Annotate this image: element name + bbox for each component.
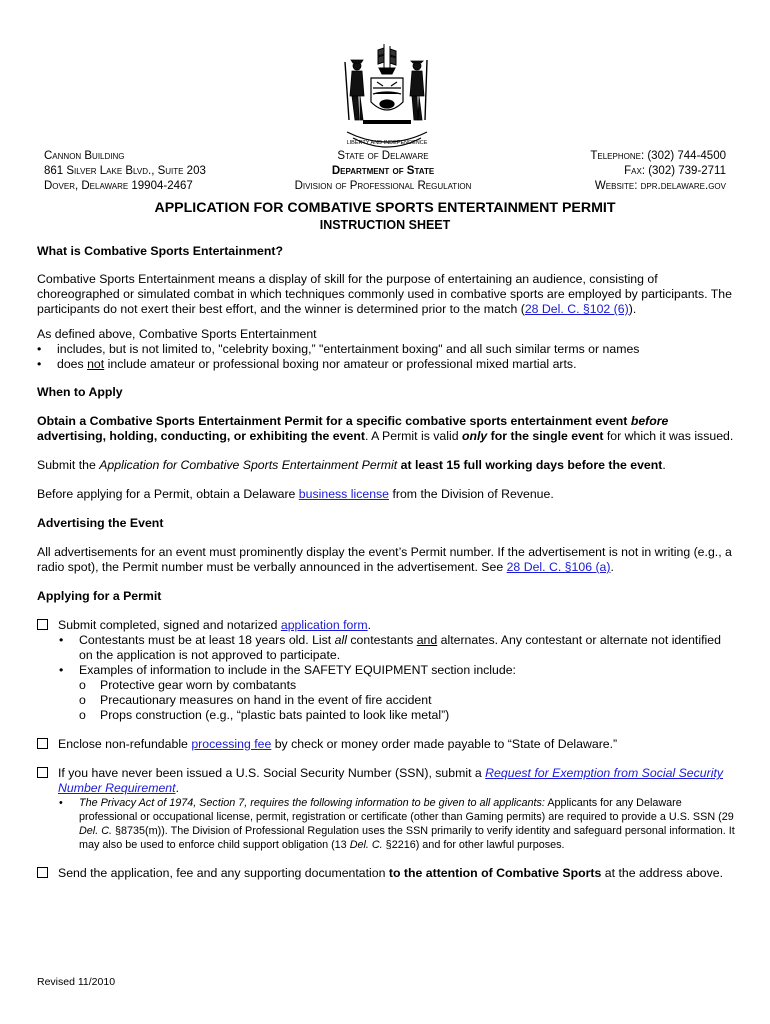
list-item-text: Props construction (e.g., “plastic bats painted to look like metal”) xyxy=(100,708,450,722)
list-item-text: Protective gear worn by combatants xyxy=(100,678,297,692)
when-bold-single: for the single event xyxy=(487,429,604,443)
seal-motto: LIBERTY AND INDEPENDENCE xyxy=(346,140,428,146)
checklist-text: Submit completed, signed and notarized xyxy=(58,618,281,632)
page-title: APPLICATION FOR COMBATIVE SPORTS ENTERTAINMENT PERMIT xyxy=(154,200,616,216)
checklist-text: Send the application, fee and any supporting documentation xyxy=(58,866,389,880)
circle-bullet-icon: o xyxy=(79,708,86,722)
emphasis-and: and xyxy=(416,633,438,647)
list-item-text: Examples of information to include in the SAFETY EQUIPMENT section include: xyxy=(79,663,516,677)
bullet-icon: • xyxy=(59,797,63,809)
checklist-text-end: by check or money order made payable to “State of Delaware.” xyxy=(271,737,618,751)
agency-division: Division of Professional Regulation xyxy=(294,180,472,192)
checklist-text-end: . xyxy=(367,618,372,632)
circle-bullet-icon: o xyxy=(79,693,86,707)
bullet-icon: • xyxy=(59,663,64,677)
license-text: Before applying for a Permit, obtain a Delaware xyxy=(37,487,299,501)
when-text: . A Permit is valid xyxy=(364,429,462,443)
license-text-end: from the Division of Revenue. xyxy=(389,487,554,501)
definition-text: Combative Sports Entertainment means a display of skill for the purpose of entertaining an audience, consisting of choreographed or simulated combat in which techniques commonly used in combative sports are employed by participants. The participants do not exert their best effort, and the winner is determined prior to the match ( xyxy=(37,272,732,316)
delaware-seal-icon xyxy=(333,40,441,148)
list-item-text: include amateur or professional boxing nor amateur or professional mixed martial arts. xyxy=(104,357,577,371)
instructions-body xyxy=(37,244,737,881)
checklist-text-end: at the address above. xyxy=(601,866,724,880)
address-line-1: Cannon Building xyxy=(44,150,125,162)
section-heading-advertising: Advertising the Event xyxy=(37,516,164,530)
as-defined-paragraph: As defined above, Combative Sports Entertainment xyxy=(37,327,317,341)
application-form-link[interactable]: application form xyxy=(280,618,368,632)
checkbox[interactable] xyxy=(37,767,48,778)
contact-telephone: Telephone: (302) 744-4500 xyxy=(590,150,726,162)
definition-paragraph xyxy=(37,272,737,317)
advertising-end: . xyxy=(610,560,614,574)
deadline-bold: at least 15 full working days before the event xyxy=(397,458,663,472)
statute-link-106[interactable]: 28 Del. C. §106 (a) xyxy=(506,560,611,574)
submit-text: Submit the xyxy=(37,458,100,472)
list-item xyxy=(37,663,737,678)
contact-website: Website: dpr.delaware.gov xyxy=(594,180,726,192)
checklist-item-ssn xyxy=(37,766,737,796)
circle-bullet-icon: o xyxy=(79,678,86,692)
privacy-text: Applicants for any Delaware professional or occupational license, permit, registration or certificate (other than Gaming permits) are required to provide a U.S. SSN (29 xyxy=(79,797,734,823)
section-heading-what-is: What is Combative Sports Entertainment? xyxy=(37,244,283,258)
address-line-3: Dover, Delaware 19904-2467 xyxy=(44,180,193,192)
contact-fax: Fax: (302) 739-2711 xyxy=(624,165,726,177)
privacy-act-italic: The Privacy Act of 1974, Section 7, requires the following information to be given to all applicants: xyxy=(79,797,545,809)
list-item xyxy=(37,357,737,372)
revision-date: Revised 11/2010 xyxy=(37,976,116,988)
contact-block xyxy=(590,149,726,194)
bullet-icon: • xyxy=(37,342,42,356)
when-text-end: for which it was issued. xyxy=(603,429,734,443)
definition-end: ). xyxy=(628,302,637,316)
section-heading-when-to-apply: When to Apply xyxy=(37,385,123,399)
list-item xyxy=(37,796,737,852)
list-item xyxy=(37,693,737,708)
privacy-text-2: §8735(m)). The Division of Professional Regulation uses the SSN primarily to verify identity and safeguard personal information. It may also be used to enforce child support obligation (13 xyxy=(79,825,735,851)
list-item-text: includes, but is not limited to, "celebrity boxing,” "entertainment boxing" and all such similar terms or names xyxy=(57,342,640,356)
checklist-text-end: . xyxy=(175,781,179,795)
checkbox[interactable] xyxy=(37,738,48,749)
statute-link-102[interactable]: 28 Del. C. §102 (6) xyxy=(524,302,629,316)
checklist-item-fee xyxy=(37,737,737,752)
emphasis-all: all xyxy=(334,633,347,647)
bullet-icon: • xyxy=(59,633,64,647)
agency-department: Department of State xyxy=(331,165,435,177)
checkbox[interactable] xyxy=(37,619,48,630)
when-paragraph-2 xyxy=(37,458,737,473)
list-item-text: contestants xyxy=(346,633,417,647)
when-bold-text-2: advertising, holding, conducting, or exhibiting the event xyxy=(37,429,365,443)
submit-end: . xyxy=(662,458,666,472)
page-subtitle: INSTRUCTION SHEET xyxy=(319,218,451,232)
list-item-text: Contestants must be at least 18 years old. List xyxy=(79,633,335,647)
list-item xyxy=(37,678,737,693)
list-item xyxy=(37,708,737,723)
del-c-italic: Del. C. xyxy=(349,839,383,851)
checklist-text: Enclose non-refundable xyxy=(58,737,192,751)
list-item-text: alternates. Any contestant or alternate not identified on the application is not approved to participate. xyxy=(79,633,721,662)
agency-block xyxy=(250,149,516,194)
privacy-text-3: §2216) and for other lawful purposes. xyxy=(382,839,565,851)
checkbox[interactable] xyxy=(37,867,48,878)
checklist-item-application xyxy=(37,618,737,633)
section-heading-applying: Applying for a Permit xyxy=(37,589,162,603)
attention-bold: to the attention of Combative Sports xyxy=(388,866,602,880)
checklist-item-send xyxy=(37,866,737,881)
emphasis-only: only xyxy=(461,429,488,443)
when-paragraph-3 xyxy=(37,487,737,502)
business-license-link[interactable]: business license xyxy=(298,487,390,501)
advertising-text: All advertisements for an event must prominently display the event’s Permit number. If the advertisement is not in writing (e.g., a radio spot), the Permit number must be verbally announced in the advertisement. See xyxy=(37,545,732,574)
advertising-paragraph xyxy=(37,545,737,575)
when-bold-text: Obtain a Combative Sports Entertainment Permit for a specific combative sports entertainment event xyxy=(37,414,631,428)
agency-state: State of Delaware xyxy=(337,150,429,162)
when-paragraph-1 xyxy=(37,414,737,444)
application-title-italic: Application for Combative Sports Entertainment Permit xyxy=(99,458,398,472)
list-item xyxy=(37,633,737,663)
ssn-exemption-link-text: Request for Exemption from Social Security Number Requirement xyxy=(58,766,724,795)
address-line-2: 861 Silver Lake Blvd., Suite 203 xyxy=(44,165,206,177)
list-item xyxy=(37,342,737,357)
bullet-icon: • xyxy=(37,357,42,371)
del-c-italic: Del. C. xyxy=(79,825,112,837)
emphasis-not: not xyxy=(87,357,105,371)
list-item-text: Precautionary measures on hand in the event of fire accident xyxy=(100,693,432,707)
emphasis-before: before xyxy=(630,414,669,428)
list-item-text: does xyxy=(57,357,88,371)
processing-fee-link[interactable]: processing fee xyxy=(191,737,272,751)
checklist-text: If you have never been issued a U.S. Social Security Number (SSN), submit a xyxy=(58,766,486,780)
address-block xyxy=(44,149,206,194)
